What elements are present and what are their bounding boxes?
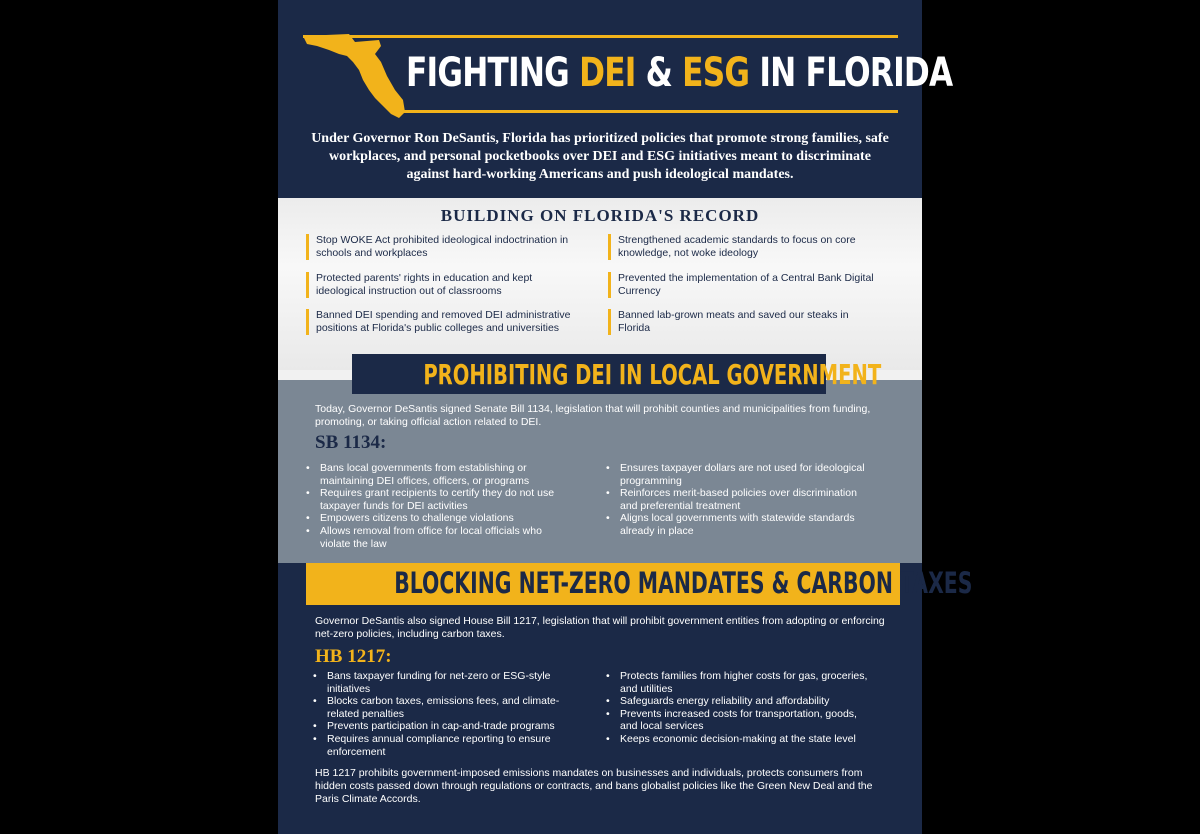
hb-1217-list-left: [313, 670, 575, 758]
record-section: [278, 198, 922, 370]
list-item: • Prevents participation in cap-and-trade programs: [313, 720, 575, 733]
dei-section: [278, 358, 922, 563]
list-item: • Requires grant recipients to certify they do not use taxpayer funds for DEI activities: [306, 487, 568, 512]
record-item: Banned lab-grown meats and saved our steaks in Florida: [608, 309, 878, 335]
list-item: • Ensures taxpayer dollars are not used for ideological programming: [606, 462, 868, 487]
flyer: [278, 0, 973, 834]
list-item: • Protects families from higher costs for gas, groceries, and utilities: [606, 670, 876, 695]
header: [278, 0, 953, 198]
record-item: Prevented the implementation of a Central Bank Digital Currency: [608, 272, 878, 298]
record-heading: BUILDING ON FLORIDA'S RECORD: [440, 206, 760, 225]
net-zero-section: [278, 563, 973, 834]
net-zero-footer: HB 1217 prohibits government-imposed emissions mandates on businesses and individuals, protects consumers from hidden costs passed down through regulations or contracts, and bans globalist policies like the Green New Deal and the Paris Climate Accords.: [315, 767, 873, 805]
list-item: • Aligns local governments with statewide standards already in place: [606, 512, 868, 537]
sb-1134-heading: SB 1134:: [315, 432, 387, 453]
hb-1217-list-right: [606, 670, 876, 746]
page-title: FIGHTING DEI & ESG IN FLORIDA: [406, 50, 953, 96]
net-zero-banner-text: BLOCKING NET-ZERO MANDATES & CARBON TAXES: [394, 566, 973, 600]
net-zero-intro: Governor DeSantis also signed House Bill 1217, legislation that will prohibit government entities from adopting or enforcing net-zero policies, including carbon taxes.: [315, 615, 885, 640]
intro-text: Under Governor Ron DeSantis, Florida has prioritized policies that promote strong families, safe workplaces, and personal pocketbooks over DEI and ESG initiatives meant to discriminate against hard-working Americans and push ideological mandates.: [311, 131, 889, 182]
dei-intro: Today, Governor DeSantis signed Senate Bill 1134, legislation that will prohibit counties and municipalities from funding, promoting, or taking official action related to DEI.: [315, 403, 871, 428]
list-item: • Reinforces merit-based policies over discrimination and preferential treatment: [606, 487, 868, 512]
record-item: Protected parents' rights in education and kept ideological instruction out of classrooms: [306, 272, 576, 298]
list-item: • Blocks carbon taxes, emissions fees, and climate-related penalties: [313, 695, 575, 720]
record-item: Banned DEI spending and removed DEI administrative positions at Florida's public colleges and universities: [306, 309, 576, 335]
list-item: • Bans local governments from establishing or maintaining DEI offices, officers, or programs: [306, 462, 568, 487]
record-item: Stop WOKE Act prohibited ideological indoctrination in schools and workplaces: [306, 234, 576, 260]
list-item: • Prevents increased costs for transportation, goods, and local services: [606, 708, 876, 733]
sb-1134-list-left: [306, 462, 568, 550]
record-item: Strengthened academic standards to focus on core knowledge, not woke ideology: [608, 234, 878, 260]
list-item: • Empowers citizens to challenge violations: [306, 512, 568, 525]
list-item: • Requires annual compliance reporting to ensure enforcement: [313, 733, 575, 758]
hb-1217-heading: HB 1217:: [315, 646, 392, 667]
sb-1134-list-right: [606, 462, 868, 538]
list-item: • Safeguards energy reliability and affordability: [606, 695, 876, 708]
list-item: • Allows removal from office for local officials who violate the law: [306, 525, 568, 550]
dei-banner: [352, 354, 882, 394]
florida-map-icon: [303, 28, 415, 120]
list-item: • Keeps economic decision-making at the state level: [606, 733, 876, 746]
net-zero-banner: [306, 563, 973, 605]
bottom-rule: [398, 110, 898, 113]
dei-banner-text: PROHIBITING DEI IN LOCAL GOVERNMENT: [423, 358, 882, 391]
list-item: • Bans taxpayer funding for net-zero or ESG-style initiatives: [313, 670, 575, 695]
